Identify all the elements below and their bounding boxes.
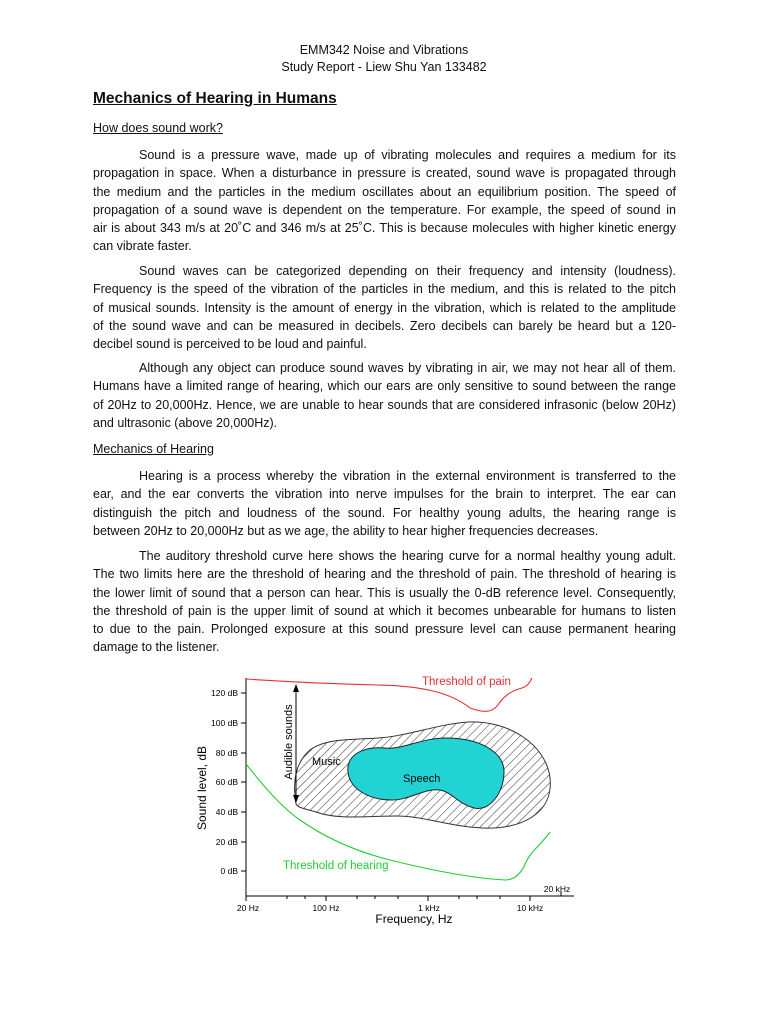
auditory-threshold-diagram (188, 668, 588, 928)
threshold-of-hearing-label: Threshold of hearing (283, 860, 389, 872)
paragraph-line: of musical sounds. Intensity is the amount of energy in the vibration, which is related to the amplitude (93, 300, 676, 315)
y-tick-label: 20 dB (215, 837, 238, 847)
paragraph-line: can vibrate faster. (93, 239, 192, 254)
x-tick-label-20k: 20 kHz (543, 884, 571, 894)
x-tick-label: 20 Hz (236, 903, 260, 913)
threshold-of-pain-label: Threshold of pain (422, 676, 511, 688)
paragraph-line: damage to the listener. (93, 640, 220, 655)
paragraph-line: Frequency is the speed of the vibration of the particles in the medium, and this is related to the pitch (93, 282, 676, 297)
paragraph-line: of 20Hz to 20,000Hz. Hence, we are unable to hear sounds that are considered infrasonic (below 20Hz) (93, 397, 676, 412)
header-course: EMM342 Noise and Vibrations (299, 43, 469, 57)
y-axis-title: Sound level, dB (195, 745, 209, 831)
paragraph-line: the threshold of pain is the upper limit of sound at which it becomes unbearable for humans to listen (93, 603, 676, 618)
y-tick-label: 80 dB (215, 748, 238, 758)
y-tick-label: 120 dB (211, 688, 238, 698)
paragraph-line: distinguish the pitch and loudness of the sound. For healthy young adults, the hearing range is (93, 505, 676, 520)
header-report: Study Report - Liew Shu Yan 133482 (281, 60, 487, 74)
paragraph-line: propagation in space. When a disturbance in pressure is created, sound wave is propagated through (93, 166, 676, 181)
x-axis-title: Frequency, Hz (375, 912, 453, 926)
y-tick-label: 60 dB (215, 777, 238, 787)
music-label: Music (312, 756, 341, 768)
paragraph-frequency-intensity (93, 262, 676, 353)
paragraph-hearing-range (93, 359, 676, 432)
y-tick-label: 40 dB (215, 807, 238, 817)
paragraph-line: The two limits here are the threshold of hearing and the threshold of pain. The threshold of hearing is (93, 567, 676, 582)
paragraph-threshold-curve (93, 547, 676, 657)
speech-label: Speech (403, 773, 441, 785)
x-tick-label: 100 Hz (312, 903, 340, 913)
paragraph-line: Sound is a pressure wave, made up of vibrating molecules and requires a medium for its (139, 148, 676, 162)
section-heading-sound: How does sound work? (93, 121, 223, 135)
audible-sounds-label: Audible sounds (283, 704, 295, 780)
paragraph-line: ear, and the ear converts the vibration into nerve impulses for the brain to interpret. The ear can (93, 487, 676, 502)
paragraph-line: propagation of a sound wave is dependent on the temperature. For example, the speed of sound in (93, 202, 676, 217)
paragraph-line: air is about 343 m/s at 20˚C and 346 m/s at 25˚C. This is because molecules with higher kinetic energy (93, 221, 676, 236)
paragraph-line: of the sound wave and can be measured in decibels. Zero decibels can barely be heard but a 120- (93, 318, 676, 333)
arrow-head-up-icon (293, 684, 299, 692)
paragraph-line: the medium and the particles in the medium oscillates about an equilibrium position. The speed of (93, 184, 676, 199)
paragraph-line: to due to the pain. Prolonged exposure at this sound pressure level can cause permanent hearing (93, 622, 676, 637)
x-tick-label: 10 kHz (516, 903, 544, 913)
paragraph-line: Hearing is a process whereby the vibration in the external environment is transferred to the (139, 469, 676, 483)
section-heading-mechanics: Mechanics of Hearing (93, 442, 214, 456)
paragraph-line: the lower limit of sound that a person can hear. This is usually the 0-dB reference level. Consequently, (93, 585, 676, 600)
paragraph-line: decibel sound is perceived to be loud and painful. (93, 337, 367, 352)
paragraph-sound-pressure (93, 146, 676, 256)
document-title: Mechanics of Hearing in Humans (93, 90, 337, 107)
paragraph-line: Humans have a limited range of hearing, which our ears are only sensitive to sound between the range (93, 379, 676, 394)
paragraph-line: and ultrasonic (above 20,000Hz). (93, 415, 278, 430)
paragraph-line: Sound waves can be categorized depending on their frequency and intensity (loudness). (139, 264, 676, 278)
paragraph-line: The auditory threshold curve here shows the hearing curve for a normal healthy young adult. (139, 549, 676, 563)
paragraph-hearing-process (93, 467, 676, 540)
x-tick-label: 1 kHz (418, 903, 440, 913)
y-tick-label: 100 dB (211, 718, 238, 728)
paragraph-line: Although any object can produce sound waves by vibrating in air, we may not hear all of them. (139, 361, 676, 375)
paragraph-line: between 20Hz to 20,000Hz but as we age, the ability to hear higher frequencies decreases. (93, 523, 599, 538)
y-tick-label: 0 dB (220, 866, 238, 876)
